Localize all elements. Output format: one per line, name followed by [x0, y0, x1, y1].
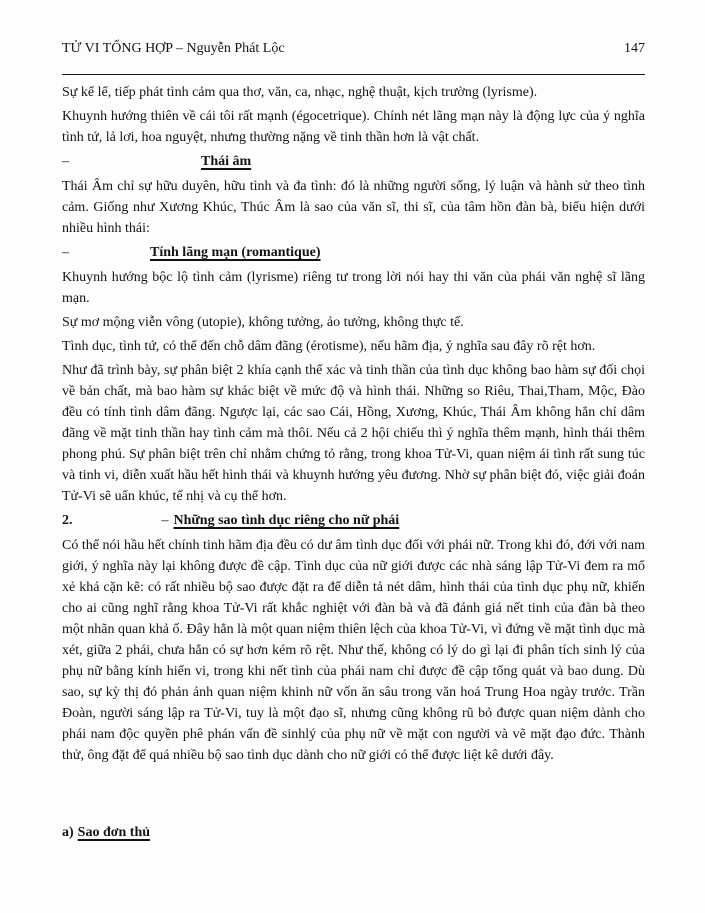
- heading-label-lang-man: Tính lãng mạn (romantique): [150, 245, 321, 260]
- heading-number: 2.: [62, 513, 73, 528]
- paragraph-lyrisme: Sự kể lể, tiếp phát tình cảm qua thơ, văn, ca, nhạc, nghệ thuật, kịch trường (lyrisme).: [62, 85, 538, 100]
- paragraph-erotisme: Tình dục, tình tứ, có thể đến chỗ dâm đãng (érotisme), nếu hãm địa, ý nghĩa sau đây rõ rệt hơn.: [62, 339, 596, 354]
- heading-prefix: a): [62, 825, 74, 840]
- heading-dash: –: [161, 513, 169, 528]
- heading-dash: –: [62, 154, 69, 169]
- paragraph-utopie: Sự mơ mộng viễn vông (utopie), không tưởng, ảo tưởng, không thực tế.: [62, 315, 464, 330]
- paragraph-thai-am: Thái Âm chỉ sự hữu duyên, hữu tình và đa tình: đó là những người sống, lý luận và hành sử theo tình cảm. Giống như Xương Khúc, Thúc Âm là sao của văn sĩ, thi sĩ, của tâm hồn đàn bà, biểu hiện dưới nhiều hình thái:: [62, 179, 645, 236]
- paragraph-phan-biet: Như đã trình bày, sự phân biệt 2 khía cạnh thể xác và tinh thần của tình dục không bao hàm sự đối chọi về bản chất, mà bao hàm sự khác biệt về mức độ và hình thái. Những so Riêu, Thai,Tham, Mộc, Đào đều có tính tình dâm đãng. Ngược lại, các sao Cái, Hồng, Xương, Khúc, Thái Âm không hẳn chỉ dâm đãng về mặt tinh thần hay tình cảm mà thôi. Nếu cả 2 hội chiếu thì ý nghĩa thêm mạnh, hình thái thêm phong phú. Sự phân biệt trên chỉ nhằm chứng tỏ rằng, trong khoa Tử-Vi, quan niệm ái tình rất sung túc và tinh vi, diễn xuất hầu hết hình thái và khuynh hướng yêu đương. Nhờ sự phân biệt đó, việc giải đoán Tử-Vi sẽ uẩn khúc, tế nhị và cụ thể hơn.: [62, 363, 645, 504]
- heading-label-sao-nu-phai: Những sao tình dục riêng cho nữ phái: [173, 513, 400, 528]
- heading-label-sao-don-thu: Sao đơn thủ: [77, 825, 151, 840]
- page-header: [62, 38, 645, 59]
- paragraph-chinh-tinh-ham-dia: Có thể nói hầu hết chính tinh hãm địa đều có dư âm tình dục đối với phái nữ. Trong khi đó, đới với nam giới, ý nghĩa này lại không được đề cập. Tình dục của nữ giới được các nhà sáng lập Tử-Vi đem ra mổ xẻ khá cặn kẽ: có rất nhiều bộ sao được đặt ra để diễn tả nét dâm, hình thái của tình dục phụ nữ, khiến cho ai cũng nghĩ rằng khoa Tử-Vi rất khắc nghiệt với đàn bà và đã đánh giá nết tinh của đàn bà theo một nhãn quan khả ố. Đây hẳn là một quan niệm thiên lệch của khoa Tử-Vi, vì đứng về mặt tình dục mà xét, giữa 2 phái, chưa hẳn có sự hơn kém rõ rệt. Như thế, không có lý do gì lại đi phân tích sinh lý của phụ nữ bằng kính hiển vi, trong khi nết tình của phái nam chỉ được đề cập tổng quát và bao dung. Dù sao, sự kỳ thị đó phản ảnh quan niệm khinh nữ vốn ăn sâu trong văn hoá Trung Hoa ngày trước. Trần Đoàn, người sáng lập ra Tử-Vi, tuy là một đạo sĩ, nhưng cũng không rũ bỏ được quan niệm dành cho phái nam độc quyền phê phán vấn đề sinhlý của phụ nữ về mặt con người và vẽ mặt đạo đức. Thành thử, ông đặt để quá nhiều bộ sao tình dục dành cho nữ giới có thể được liệt kê dưới đây.: [62, 538, 645, 763]
- section-heading-sao-nu-phai: [62, 510, 645, 531]
- running-title: TỬ VI TỔNG HỢP – Nguyễn Phát Lộc: [62, 41, 285, 56]
- heading-dash: –: [62, 245, 69, 260]
- section-heading-lang-man: [62, 242, 645, 263]
- page-number: 147: [624, 41, 645, 56]
- section-heading-thai-am: [62, 151, 645, 172]
- paragraph-lyrisme-rieng-tu: Khuynh hướng bộc lộ tình cảm (lyrisme) riêng tư trong lời nói hay thi văn của phái văn nghệ sĩ lãng mạn.: [62, 270, 645, 306]
- page-body: [62, 82, 645, 843]
- paragraph-egocentrique: Khuynh hướng thiên về cái tôi rất mạnh (égocetrique). Chính nét lãng mạn này là động lực của ý nghĩa tình tứ, lả lơi, hoa nguyệt, nhưng thường nặng về tinh thần hơn là vật chất.: [62, 109, 645, 145]
- header-rule: [62, 74, 645, 75]
- section-heading-sao-don-thu: [62, 822, 645, 843]
- heading-label-thai-am: Thái âm: [201, 154, 252, 169]
